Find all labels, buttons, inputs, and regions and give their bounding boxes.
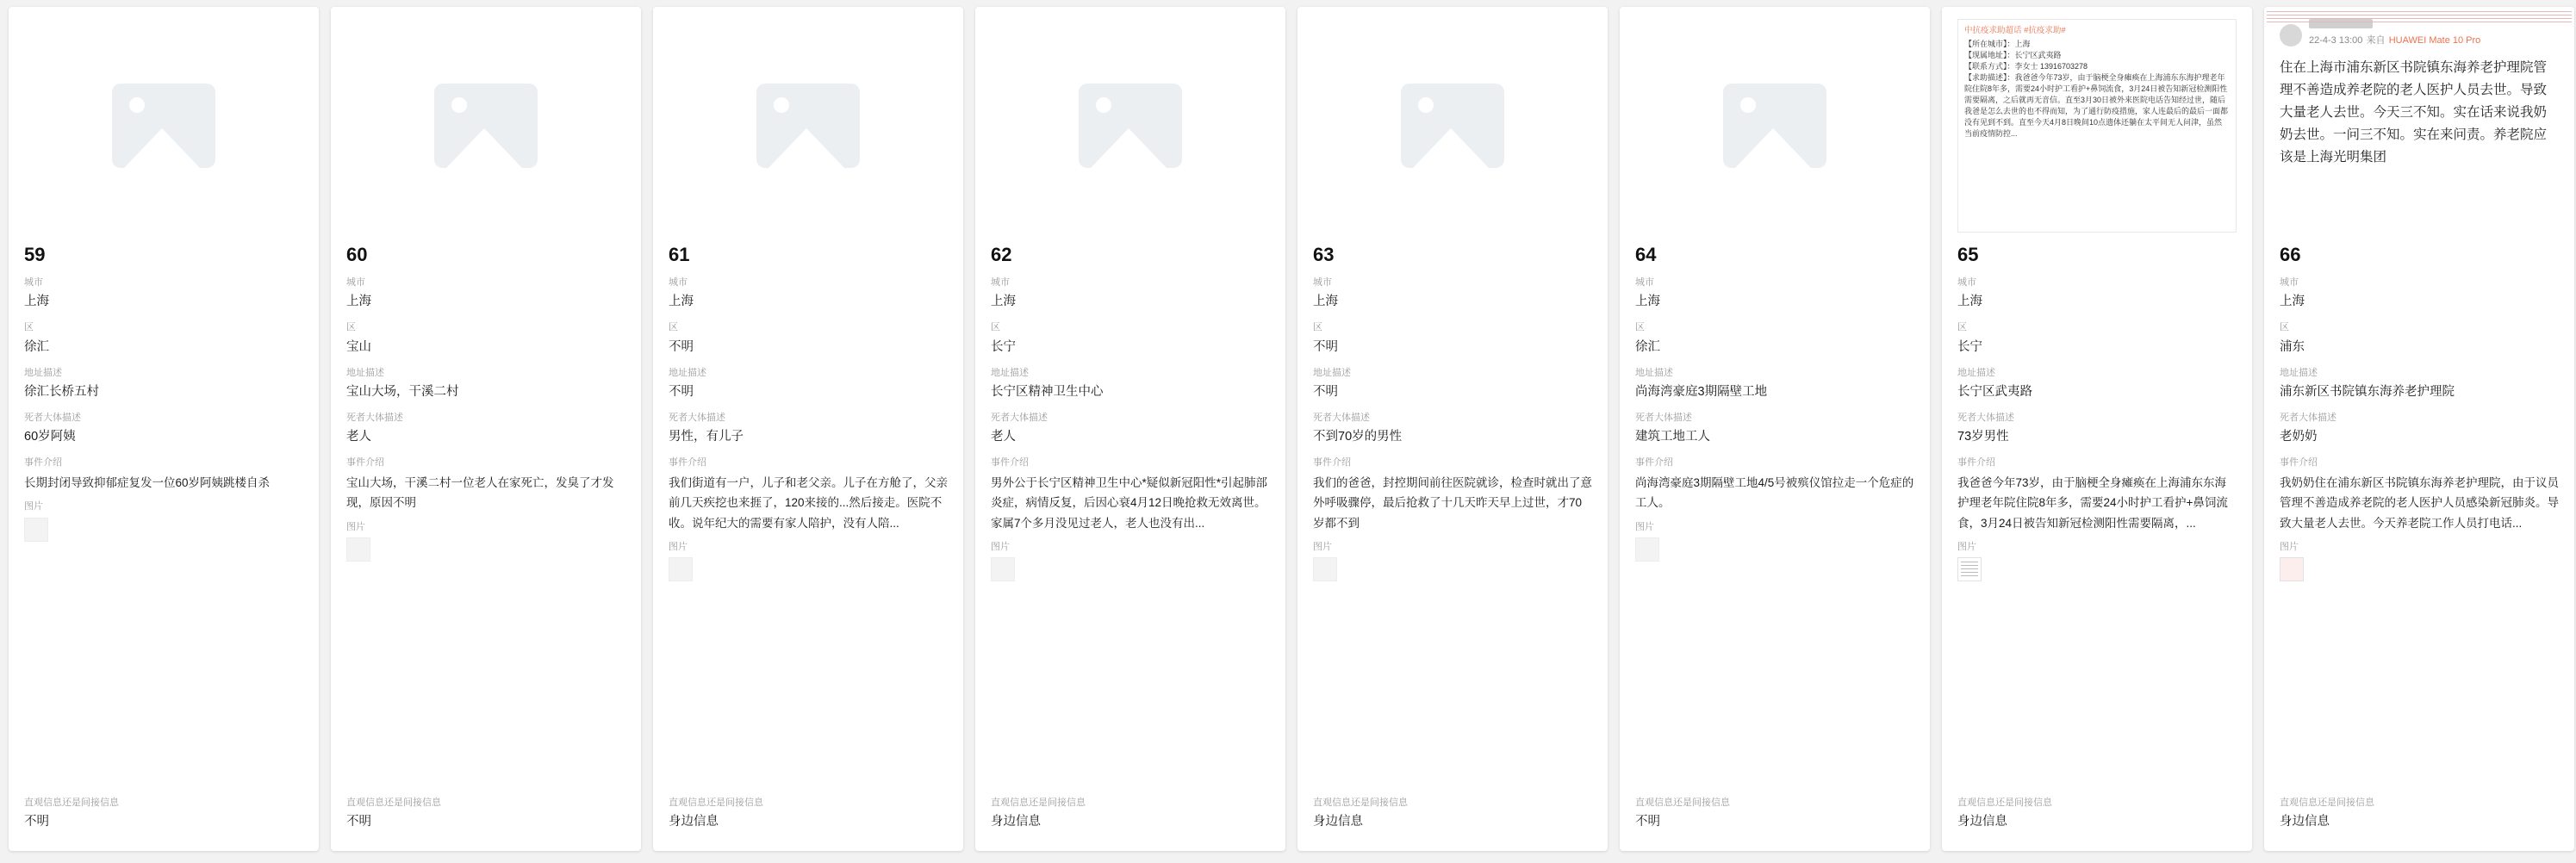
field-value-city: 上海 [991,295,1016,309]
record-index: 62 [991,244,1012,265]
field-address [346,368,625,401]
record-card[interactable] [331,7,641,851]
field-label-address: 地址描述 [1957,367,1995,378]
field-district [991,322,1270,356]
field-value-address: 浦东新区书院镇东海养老护理院 [2280,384,2455,399]
field-city [1635,277,1914,311]
username-redacted [2309,19,2373,28]
field-value-address: 长宁区武夷路 [1957,384,2032,399]
field-label-district: 区 [669,322,678,333]
field-picture [1635,522,1914,563]
field-source [1313,798,1592,831]
image-placeholder [1313,19,1592,233]
field-district [346,322,625,356]
field-source [1635,798,1914,831]
field-label-source: 直观信息还是间接信息 [346,797,441,808]
field-value-city: 上海 [1957,295,1982,309]
field-city [1313,277,1592,311]
image-icon [1079,84,1182,168]
field-label-victim: 死者大体描述 [1635,412,1692,423]
field-value-district: 不明 [669,339,694,354]
field-label-city: 城市 [346,277,365,289]
field-event [24,457,303,493]
record-index: 66 [2280,244,2301,265]
field-event [346,457,625,513]
field-value-district: 长宁 [991,339,1016,354]
field-picture [346,522,625,563]
field-value-source: 不明 [346,814,371,829]
field-value-source: 身边信息 [1313,814,1363,829]
thumbnail[interactable] [2280,557,2304,581]
field-label-address: 地址描述 [24,367,62,378]
field-value-district: 浦东 [2280,339,2305,354]
field-district [669,322,948,356]
field-address [1313,368,1592,401]
field-value-district: 徐汇 [1635,339,1660,354]
field-event [991,457,1270,533]
field-value-event: 尚海湾豪庭3期隔壁工地4/5号被殡仪馆拉走一个危症的工人。 [1635,476,1914,510]
field-label-picture: 图片 [1635,521,1654,532]
field-picture [1957,542,2237,583]
field-label-event: 事件介绍 [991,457,1029,468]
picture-thumbs[interactable] [1313,557,1592,583]
field-value-address: 不明 [1313,384,1338,399]
field-label-picture: 图片 [24,501,43,512]
field-picture [991,542,1270,583]
field-value-source: 身边信息 [669,814,719,829]
field-label-city: 城市 [1635,277,1654,289]
field-label-victim: 死者大体描述 [2280,412,2336,423]
field-value-victim: 建筑工地工人 [1635,429,1710,444]
field-label-event: 事件介绍 [24,457,62,468]
image-icon [1723,84,1826,168]
field-value-event: 长期封闭导致抑郁症复发一位60岁阿姨跳楼自杀 [24,476,271,490]
field-value-address: 不明 [669,384,694,399]
field-value-city: 上海 [346,295,371,309]
field-label-victim: 死者大体描述 [669,412,725,423]
field-value-source: 身边信息 [991,814,1041,829]
from-label: 来自 [2366,35,2386,46]
weibo-post-screenshot [2280,19,2559,233]
field-label-picture: 图片 [669,541,688,552]
field-label-district: 区 [1635,322,1645,333]
field-label-district: 区 [346,322,356,333]
record-index: 63 [1313,244,1335,265]
field-label-address: 地址描述 [1313,367,1351,378]
record-card[interactable] [1297,7,1608,851]
weibo-topic: 中抗疫求助超话 #抗疫求助# [1964,26,2066,35]
field-source [991,798,1270,831]
record-card[interactable] [975,7,1285,851]
field-address [1635,368,1914,401]
record-card[interactable] [653,7,963,851]
field-label-victim: 死者大体描述 [1313,412,1370,423]
attached-screenshot[interactable] [1957,19,2237,233]
field-label-victim: 死者大体描述 [991,412,1048,423]
record-index: 60 [346,244,368,265]
picture-thumbs[interactable] [669,557,948,583]
field-event [1957,457,2237,533]
field-value-city: 上海 [1635,295,1660,309]
image-placeholder [669,19,948,233]
field-victim [1635,413,1914,446]
image-icon [1401,84,1504,168]
field-city [991,277,1270,311]
field-value-source: 身边信息 [1957,814,2007,829]
field-label-address: 地址描述 [991,367,1029,378]
field-value-address: 长宁区精神卫生中心 [991,384,1104,399]
thumbnail[interactable] [1957,557,1982,581]
field-value-victim: 不到70岁的男性 [1313,429,1403,444]
field-value-event: 男外公于长宁区精神卫生中心*疑似新冠阳性*引起肺部炎症，病情反复，后因心衰4月12日晚抢救无效离世。家属7个多月没见过老人，老人也没有出... [991,476,1268,530]
field-label-city: 城市 [2280,277,2299,289]
field-label-event: 事件介绍 [2280,457,2318,468]
field-city [1957,277,2237,311]
image-placeholder [346,19,625,233]
field-district [24,322,303,356]
field-label-source: 直观信息还是间接信息 [1313,797,1408,808]
field-value-event: 宝山大场，干溪二村一位老人在家死亡，发臭了才发现，原因不明 [346,476,614,510]
field-label-city: 城市 [24,277,43,289]
post-time: 22-4-3 13:00 [2309,35,2363,46]
thumbnail[interactable] [1635,537,1659,562]
field-label-address: 地址描述 [669,367,706,378]
image-placeholder [24,19,303,233]
record-index: 65 [1957,244,1979,265]
field-event [2280,457,2559,533]
image-placeholder [991,19,1270,233]
field-event [669,457,948,533]
field-picture [2280,542,2559,583]
field-city [2280,277,2559,311]
field-city [24,277,303,311]
field-value-victim: 老奶奶 [2280,429,2318,444]
field-label-district: 区 [1957,322,1967,333]
field-source [24,798,303,831]
field-value-district: 宝山 [346,339,371,354]
field-label-event: 事件介绍 [346,457,384,468]
field-label-source: 直观信息还是间接信息 [991,797,1086,808]
field-label-city: 城市 [669,277,688,289]
field-label-victim: 死者大体描述 [346,412,403,423]
weibo-line: 【现属地址】：长宁区武夷路 [1964,51,2062,59]
field-picture [24,501,303,543]
field-label-city: 城市 [991,277,1010,289]
field-value-city: 上海 [1313,295,1338,309]
field-address [24,368,303,401]
field-label-event: 事件介绍 [1635,457,1673,468]
field-value-source: 身边信息 [2280,814,2330,829]
field-city [669,277,948,311]
record-index: 59 [24,244,46,265]
record-card[interactable] [2264,7,2574,851]
picture-thumbs[interactable] [1635,537,1914,563]
field-event [1635,457,1914,513]
field-value-district: 不明 [1313,339,1338,354]
field-label-event: 事件介绍 [1957,457,1995,468]
field-address [669,368,948,401]
field-value-district: 长宁 [1957,339,1982,354]
field-event [1313,457,1592,533]
field-city [346,277,625,311]
field-label-district: 区 [2280,322,2289,333]
field-value-event: 我奶奶住在浦东新区书院镇东海养老护理院，由于议员管理不善造成养老院的老人医护人员感染新冠肺炎。导致大量老人去世。今天养老院工作人员打电话... [2280,476,2559,530]
field-value-event: 我们的爸爸，封控期间前往医院就诊，检查时就出了意外呼吸骤停，最后抢救了十几天昨天早上过世，才70岁都不到 [1313,476,1592,530]
field-victim [991,413,1270,446]
field-label-event: 事件介绍 [1313,457,1351,468]
field-address [991,368,1270,401]
field-value-source: 不明 [1635,814,1660,829]
picture-thumbs[interactable] [346,537,625,563]
image-icon [756,84,860,168]
field-district [2280,322,2559,356]
image-placeholder [1635,19,1914,233]
field-district [1635,322,1914,356]
field-label-address: 地址描述 [1635,367,1673,378]
field-victim [346,413,625,446]
field-picture [1313,542,1592,583]
field-value-address: 宝山大场，干溪二村 [346,384,459,399]
field-label-event: 事件介绍 [669,457,706,468]
field-value-address: 尚海湾豪庭3期隔壁工地 [1635,384,1768,399]
field-source [669,798,948,831]
field-victim [2280,413,2559,446]
thumbnail[interactable] [669,557,693,581]
field-source [346,798,625,831]
field-value-district: 徐汇 [24,339,49,354]
field-label-source: 直观信息还是间接信息 [669,797,763,808]
field-label-district: 区 [24,322,34,333]
field-label-picture: 图片 [991,541,1010,552]
field-label-source: 直观信息还是间接信息 [2280,797,2374,808]
field-label-victim: 死者大体描述 [24,412,81,423]
picture-thumbs[interactable] [991,557,1270,583]
field-value-city: 上海 [24,295,49,309]
weibo-line: 【求助描述】：我爸爸今年73岁，由于脑梗全身瘫痪在上海浦东东海护理老年院住院8年多，需要24小时护工看护+鼻饲流食，3月24日被告知新冠检测阳性需要隔离，之后就再无音信。直至3月30日被外来医院电话告知经过世，随后我爸是怎么去世的也不得而知，为了通行防疫措施，家人连最后的最后一面都没有见到不到。直至今天4月8日晚间10点遗体还躺在太平间无人问津，虽然当前疫情防控... [1964,73,2229,138]
image-icon [112,84,215,168]
field-value-victim: 男性，有儿子 [669,429,744,444]
field-source [1957,798,2237,831]
thumbnail[interactable] [346,537,370,562]
field-value-victim: 73岁男性 [1957,429,2009,444]
field-label-picture: 图片 [1313,541,1332,552]
field-label-address: 地址描述 [346,367,384,378]
field-value-event: 我爸爸今年73岁，由于脑梗全身瘫痪在上海浦东东海护理老年院住院8年多，需要24小时护工看护+鼻饲流食，3月24日被告知新冠检测阳性需要隔离，... [1957,476,2228,530]
post-device: HUAWEI Mate 10 Pro [2388,35,2481,46]
weibo-post-screenshot [1957,19,2237,233]
field-label-district: 区 [1313,322,1322,333]
field-value-victim: 老人 [991,429,1016,444]
image-icon [434,84,538,168]
attached-screenshot[interactable] [2280,19,2559,233]
field-value-city: 上海 [2280,295,2305,309]
field-value-address: 徐汇长桥五村 [24,384,99,399]
thumbnail[interactable] [1313,557,1337,581]
field-label-picture: 图片 [2280,541,2299,552]
field-label-city: 城市 [1957,277,1976,289]
field-source [2280,798,2559,831]
field-address [2280,368,2559,401]
field-label-picture: 图片 [346,521,365,532]
weibo-post-body: 住在上海市浦东新区书院镇东海养老护理院管理不善造成养老院的老人医护人员去世。导致大量老人去世。今天三不知。实在话来说我奶奶去世。一问三不知。实在来问责。养老院应该是上海光明集团 [2280,60,2548,165]
field-value-event: 我们街道有一户，儿子和老父亲。儿子在方舱了，父亲前几天疾挖也来捱了，120来接的...然后接走。医院不收。说年纪大的需要有家人陪护，没有人陪... [669,476,948,530]
field-picture [669,542,948,583]
field-district [1957,322,2237,356]
field-label-source: 直观信息还是间接信息 [1635,797,1730,808]
field-label-city: 城市 [1313,277,1332,289]
field-victim [669,413,948,446]
thumbnail[interactable] [24,518,48,542]
picture-thumbs[interactable] [1957,557,2237,583]
field-value-city: 上海 [669,295,694,309]
record-index: 64 [1635,244,1657,265]
field-value-source: 不明 [24,814,49,829]
field-district [1313,322,1592,356]
record-card[interactable] [1942,7,2252,851]
weibo-line: 【所在城市】：上海 [1964,40,2031,48]
weibo-line: 【联系方式】：李女士 13916703278 [1964,62,2088,71]
field-value-victim: 60岁阿姨 [24,429,76,444]
picture-thumbs[interactable] [2280,557,2559,583]
avatar [2280,24,2302,47]
field-label-source: 直观信息还是间接信息 [24,797,119,808]
record-index: 61 [669,244,690,265]
field-victim [24,413,303,446]
field-victim [1957,413,2237,446]
record-card[interactable] [1620,7,1930,851]
field-address [1957,368,2237,401]
picture-thumbs[interactable] [24,518,303,543]
record-card[interactable] [9,7,319,851]
field-label-victim: 死者大体描述 [1957,412,2014,423]
field-label-source: 直观信息还是间接信息 [1957,797,2052,808]
thumbnail[interactable] [991,557,1015,581]
field-label-picture: 图片 [1957,541,1976,552]
field-victim [1313,413,1592,446]
field-label-district: 区 [991,322,1000,333]
field-label-address: 地址描述 [2280,367,2318,378]
field-value-victim: 老人 [346,429,371,444]
weibo-post-header [2280,19,2559,52]
